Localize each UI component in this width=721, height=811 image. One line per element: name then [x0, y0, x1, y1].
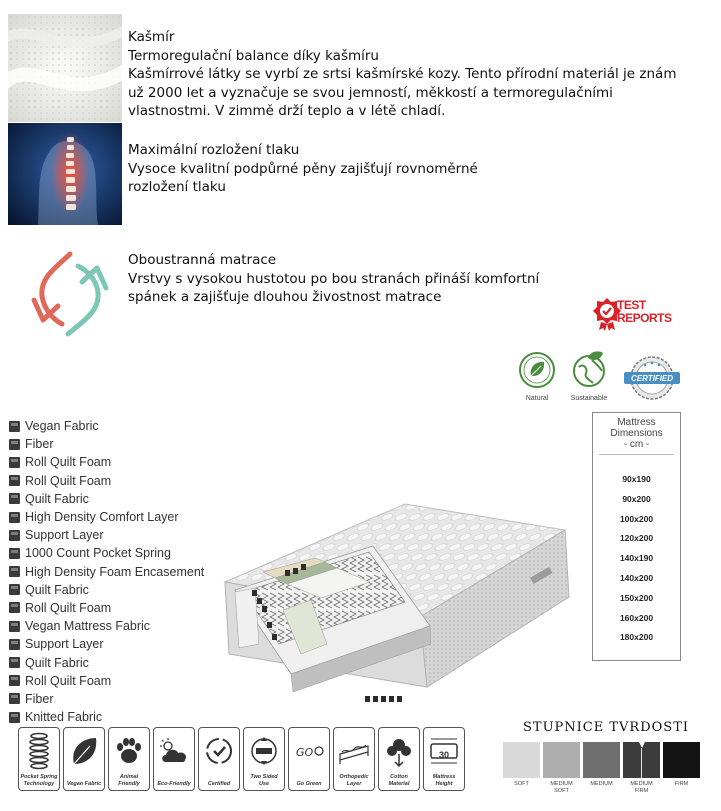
size-option: 150x200 — [619, 592, 654, 603]
layer-label: Roll Quilt Foam — [25, 455, 112, 470]
firmness-swatch — [583, 742, 620, 778]
firmness-level — [583, 742, 620, 795]
firmness-swatch — [623, 742, 660, 778]
layer-marker-icon — [9, 548, 20, 559]
feature-badge-label: Vegan Fabric — [66, 780, 102, 787]
firmness-title: STUPNICE TVRDOSTI — [523, 720, 689, 735]
layer-label: Fiber — [25, 437, 54, 452]
feature-pressure-text — [128, 141, 688, 197]
firmness-label: MEDIUM FIRM — [630, 781, 653, 794]
size-option: 140x200 — [619, 572, 654, 583]
firmness-swatch — [503, 742, 540, 778]
firmness-label: FIRM — [674, 781, 689, 787]
layer-marker-icon — [9, 421, 20, 432]
layer-label: High Density Comfort Layer — [25, 510, 179, 525]
test-reports-text: TEST REPORTS — [617, 298, 672, 325]
layer-marker-icon — [9, 584, 20, 595]
feature-line: Vysoce kvalitní podpůrné pěny zajišťují rovnoměrné — [128, 160, 478, 177]
selected-indicator-line — [641, 748, 642, 778]
certified-feature-badge — [198, 727, 240, 791]
orthopedic-feature-badge — [333, 727, 375, 791]
feature-badge-label: Certified — [207, 780, 231, 787]
size-option: 90x200 — [622, 493, 651, 504]
feature-title: Kašmír — [128, 29, 175, 45]
firmness-label: MEDIUM — [590, 781, 613, 787]
mattress-cutaway-image — [205, 412, 585, 712]
feature-badge-label: Pocket Spring Technology — [20, 774, 58, 787]
layer-marker-icon — [9, 566, 20, 577]
svg-text:GO: GO — [296, 746, 314, 759]
two-sided-arrows-icon — [30, 248, 110, 338]
layer-marker-icon — [9, 639, 20, 650]
layer-marker-icon — [9, 457, 20, 468]
firmness-level — [543, 742, 580, 795]
layer-marker-icon — [9, 675, 20, 686]
sustainable-badge: Sustainable — [563, 350, 615, 402]
layer-label: Vegan Mattress Fabric — [25, 619, 151, 634]
layer-label: Fiber — [25, 691, 54, 706]
feature-badge-label: Two Sided Use — [250, 774, 278, 787]
feature-line: už 2000 let a vyznačuje se svou jemností, měkkostí a termoregulačními — [128, 84, 613, 101]
test-reports-badge — [592, 295, 672, 335]
feature-badge-label: Orthopedic Layer — [339, 774, 369, 787]
globe-leaf-icon — [566, 350, 612, 390]
firmness-swatch — [663, 742, 700, 778]
layer-label: Quilt Fabric — [25, 491, 89, 506]
dimensions-header: Mattress Dimensions - cm - — [610, 417, 663, 450]
natural-leaf-icon — [517, 350, 557, 390]
feature-line: vlastnostmi. V zimmě drží teplo a v létě chladí. — [128, 103, 446, 119]
feature-line: Vrstvy s vysokou hustotou po bou stranách přináší komfortní — [128, 270, 540, 287]
feature-cashmere — [0, 14, 721, 122]
layer-marker-icon — [9, 493, 20, 504]
layer-label: Roll Quilt Foam — [25, 600, 112, 615]
layer-label: Support Layer — [25, 637, 104, 652]
cotton-feature-badge — [378, 727, 420, 791]
feature-title: Oboustranná matrace — [128, 252, 277, 268]
layer-marker-icon — [9, 475, 20, 486]
feature-badge-label: Go Green — [296, 780, 322, 787]
firmness-swatch — [543, 742, 580, 778]
go-green-feature-badge — [288, 727, 330, 791]
cloud-sun-feature-badge — [153, 727, 195, 791]
feature-badge-label: Eco-Friendly — [157, 780, 191, 787]
size-option: 180x200 — [619, 632, 654, 643]
feature-title: Maximální rozložení tlaku — [128, 142, 300, 158]
cashmere-fabric-image — [8, 14, 122, 122]
spine-image — [8, 123, 122, 225]
layer-marker-icon — [9, 530, 20, 541]
firmness-level — [623, 742, 660, 795]
leaf-feature-badge — [63, 727, 105, 791]
firmness-label: MEDIUM SOFT — [550, 781, 573, 794]
feature-line: spánek a zajišťuje dlouhou živostnost matrace — [128, 289, 442, 305]
layer-label: Roll Quilt Foam — [25, 673, 112, 688]
layer-label: Quilt Fabric — [25, 582, 89, 597]
layer-marker-icon — [9, 439, 20, 450]
pocket-spring-feature-badge — [18, 727, 60, 791]
mattress-height-feature-badge — [423, 727, 465, 791]
layer-marker-icon — [9, 693, 20, 704]
two-sided-feature-badge — [243, 727, 285, 791]
size-option: 140x190 — [619, 553, 654, 564]
feature-badge-label: Mattress Height — [432, 774, 456, 787]
size-option: 90x190 — [622, 474, 651, 484]
layer-marker-icon — [9, 621, 20, 632]
size-list — [593, 470, 680, 648]
layer-marker-icon — [9, 712, 20, 723]
layer-label: Knitted Fabric — [25, 710, 103, 725]
layer-label: Roll Quilt Foam — [25, 473, 112, 488]
feature-badge-label: Cotton Material — [388, 774, 410, 787]
size-option: 120x200 — [619, 533, 654, 544]
natural-badge: Natural — [515, 350, 559, 402]
layer-marker-icon — [9, 657, 20, 668]
layer-label: Quilt Fabric — [25, 655, 89, 670]
layer-label: Vegan Fabric — [25, 419, 99, 434]
mattress-height-value: 30 — [438, 750, 449, 760]
layer-label: Support Layer — [25, 528, 104, 543]
feature-line: rozložení tlaku — [128, 179, 226, 195]
feature-cashmere-text — [128, 28, 688, 121]
layer-marker-icon — [9, 602, 20, 613]
feature-subtitle: Termoregulační balance díky kašmíru — [128, 47, 379, 64]
firmness-scale — [503, 742, 700, 795]
certified-badge: CERTIFIED — [622, 355, 682, 401]
dimensions-panel — [592, 412, 681, 661]
layer-label: 1000 Count Pocket Spring — [25, 546, 171, 561]
feature-icons-row — [18, 727, 465, 791]
firmness-label: SOFT — [514, 781, 529, 787]
layer-label: High Density Foam Encasement — [25, 564, 205, 579]
firmness-level — [503, 742, 540, 795]
firmness-level — [663, 742, 700, 795]
feature-line: Kašmírrové látky se vyrbí ze srtsi kašmírské kozy. Tento přírodní materiál je znám — [128, 66, 677, 82]
feature-badge-label: Animal Friendly — [118, 774, 140, 787]
divider — [599, 454, 674, 455]
layer-marker-icon — [9, 512, 20, 523]
feature-pressure — [0, 123, 721, 225]
size-option: 100x200 — [619, 513, 654, 524]
size-option: 160x200 — [619, 612, 654, 623]
paw-feature-badge — [108, 727, 150, 791]
